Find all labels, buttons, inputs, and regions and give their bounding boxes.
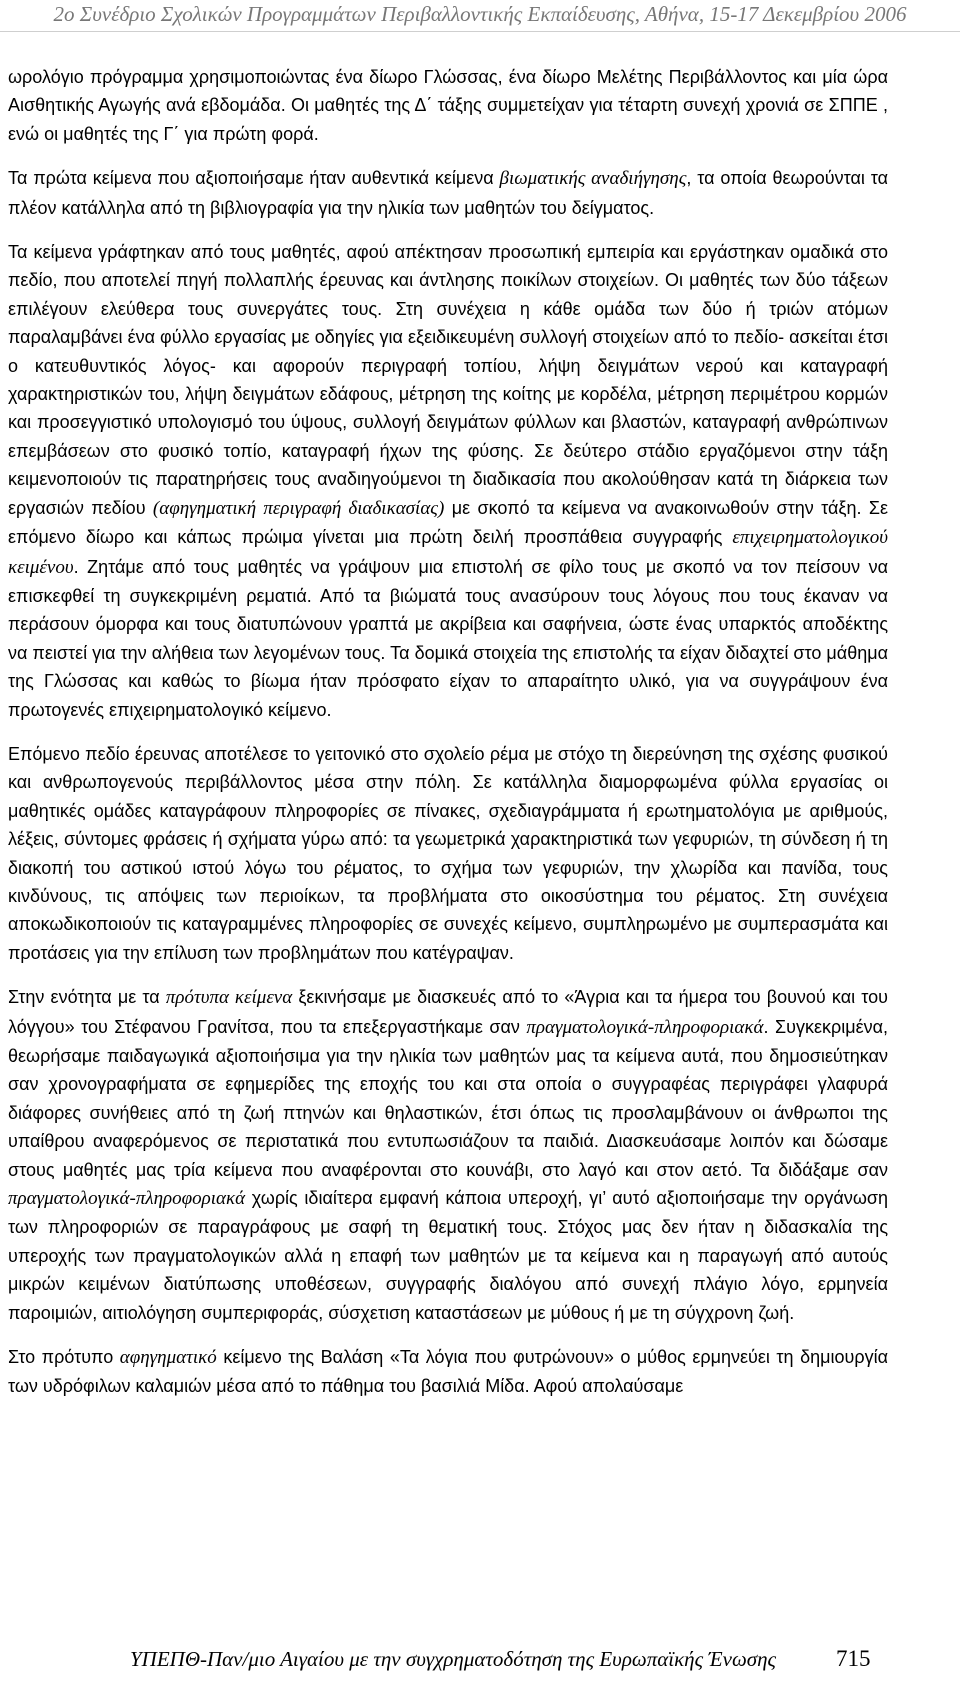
emphasis-text: πραγματολογικά-πληροφοριακά [8, 1188, 246, 1210]
page-number: 715 [836, 1646, 871, 1671]
page-footer [0, 1646, 960, 1676]
document-body [8, 63, 888, 1401]
paragraph-text: Τα κείμενα γράφτηκαν από τους μαθητές, αφού απέκτησαν προσωπική εμπειρία και εργάστηκαν ομαδικά στο πεδίο, που αποτελεί πηγή πολλαπλής έρευνας και άντλησης ποικίλων στοιχείων. Οι μαθητές των δύο τάξεων επιλέγουν ελεύθερα τους συνεργάτες τους. Στη συνέχεια η κάθε ομάδα των δύο ή τριών ατόμων παραλαμβάνει ένα φύλλο εργασίας με οδηγίες για εξειδικευμένη συλλογή στοιχείων από το πεδίο- ασκείται έτσι ο κατευθυντικός λόγος- και αφορούν περιγραφή τοπίου, λήψη δειγμάτων νερού και καταγραφή χαρακτηριστικών του, λήψη δειγμάτων εδάφους, μέτρηση της κοίτης με κορδέλα, μέτρηση περιμέτρου κορμών και προσεγγιστικό υπολογισμό του ύψους, συλλογή δειγμάτων φύλλων και βλαστών, καταγραφή ανθρώπινων επεμβάσεων στο φυσικό τοπίο, καταγραφή ήχων της φύσης. Σε δεύτερο στάδιο εργαζόμενοι στην τάξη κειμενοποιούν τις παρατηρήσεις τους αναδιηγούμενοι τη διαδικασία που ακολούθησαν κατά τη διάρκεια των εργασιών πεδίου [8, 242, 888, 518]
emphasis-text: αφηγηματικό [119, 1347, 217, 1369]
paragraph-text: . Ζητάμε από τους μαθητές να γράψουν μια επιστολή σε φίλο τους με σκοπό να τον πείσουν να επισκεφθεί τη συγκεκριμένη ρεματιά. Από τα βιώματά τους ανασύρουν τους λόγους που τους έκαναν να περάσουν όμορφα και τους διατυπώνουν γραπτά με ακρίβεια και σαφήνεια, ώστε ένας υπαρκτός αποδέκτης να πειστεί για την αλήθεια των λεγομένων τους. Τα δομικά στοιχεία της επιστολής τα είχαν διδαχτεί στο μάθημα της Γλώσσας και καθώς το βίωμα ήταν πρόσφατο είχαν το απαραίτητο υλικό, για να συγγράψουν ένα πρωτογενές επιχειρηματολογικό κείμενο. [8, 556, 888, 720]
emphasis-text: (αφηγηματική περιγραφή διαδικασίας) [152, 497, 445, 519]
paragraph-authentic-texts [8, 164, 888, 222]
running-header: 2ο Συνέδριο Σχολικών Προγραμμάτων Περιβαλλοντικής Εκπαίδευσης, Αθήνα, 15-17 Δεκεμβρίου 2006 [53, 2, 907, 26]
paragraph-text: ωρολόγιο πρόγραμμα χρησιμοποιώντας ένα δίωρο Γλώσσας, ένα δίωρο Μελέτης Περιβάλλοντος και μία ώρα Αισθητικής Αγωγής ανά εβδομάδα. Οι μαθητές της Δ΄ τάξης συμμετείχαν για τέταρτη συνεχή χρονιά σε ΣΠΠΕ , ενώ οι μαθητές της Γ΄ για πρώτη φορά. [8, 67, 888, 144]
paragraph-text: ξεκινήσαμε με διασκευές από το «Άγρια και τα ήμερα του βουνού και του λόγγου» του Στέφανου Γρανίτσα, που τα επεξεργαστήκαμε σαν [8, 987, 888, 1037]
paragraph-text: κείμενο της Βαλάση «Τα λόγια που φυτρώνουν» ο μύθος ερμηνεύει τη δημιουργία των υδρόφιλων καλαμιών μέσα από το πάθημα του βασιλιά Μίδα. Αφού απολαύσαμε [8, 1347, 888, 1397]
paragraph-text: Επόμενο πεδίο έρευνας αποτέλεσε το γειτονικό στο σχολείο ρέμα με στόχο τη διερεύνηση της σχέσης φυσικού και ανθρωπογενούς περιβάλλοντος μέσα στην πόλη. Σε κατάλληλα διαμορφωμένα φύλλα εργασίας οι μαθητικές ομάδες καταγράφουν πληροφορίες σε πίνακες, σχεδιαγράμματα ή ερωτηματολόγια με αριθμούς, λέξεις, σύντομες φράσεις ή σχήματα γύρω από: τα γεωμετρικά χαρακτηριστικά των γεφυριών, τη σύνδεση ή τη διακοπή του αστικού ιστού λόγω του ρέματος, το σχήμα των γεφυριών, την χλωρίδα και πανίδα, τους κινδύνους, τις απόψεις των περιοίκων, τα προβλήματα στο οικοσύστημα του ρέματος. Στη συνέχεια αποκωδικοποιούν τις καταγραμμένες πληροφορίες σε συνεχές κείμενο, συμπληρωμένο με συμπερασμάτα και προτάσεις για την επίλυση των προβλημάτων που κατέγραψαν. [8, 743, 888, 963]
emphasis-text: πραγματολογικά-πληροφοριακά [526, 1016, 764, 1038]
paragraph-model-texts [8, 983, 888, 1327]
paragraph-fieldwork [8, 238, 888, 724]
paragraph-text: . Συγκεκριμένα, θεωρήσαμε παιδαγωγικά αξιοποιήσιμα για την ηλικία των μαθητών μας τα κείμενα αυτά, που δημοσιεύτηκαν σαν χρονογραφήματα σε εφημερίδες της εποχής του και στα οποία ο συγγραφέας περιγράφει γλαφυρά διάφορες συνήθειες από τη ζωή πτηνών και θηλαστικών, έτσι όπως τις προσλαμβάνουν οι άνθρωποι της υπαίθρου αναφερόμενος σε περιστατικά που εντυπωσιάζουν τα παιδιά. Διασκευάσαμε λοιπόν και δώσαμε στους μαθητές μας τρία κείμενα που αναφέρονται στο κουνάβι, στο λαγό και στον αετό. Τα διδάξαμε σαν [8, 1016, 889, 1180]
paragraph-stream-research [8, 740, 888, 967]
paragraph-text: χωρίς ιδιαίτερα εμφανή κάποια υπεροχή, γι’ αυτό αξιοποιήσαμε την οργάνωση των πληροφοριών σε παραγράφους με σαφή τη θεματική τους. Στόχος μας δεν ήταν η διδασκαλία της υπεροχής των πραγματολογικών αλλά η επαφή των μαθητών με τα κείμενα και η παραγωγή από αυτούς μικρών κειμένων διατύπωσης υποθέσεων, συγγραφής διαλόγου από συνεχή πλάγιο λόγο, ερμηνεία παροιμιών, αιτιολόγηση συμπεριφοράς, σύσχετιση καταστάσεων με μύθους ή με τη σύγχρονη ζωή. [8, 1188, 888, 1323]
paragraph-text: Στην ενότητα με τα [8, 987, 166, 1008]
paragraph-narrative-text [8, 1343, 888, 1401]
paragraph-text: Τα πρώτα κείμενα που αξιοποιήσαμε ήταν αυθεντικά κείμενα [8, 168, 500, 189]
paragraph-text: Στο πρότυπο [8, 1347, 120, 1368]
paragraph-schedule [8, 63, 888, 148]
emphasis-text: επιχειρηματολογικού κειμένου [8, 527, 888, 578]
emphasis-text: πρότυπα κείμενα [165, 987, 293, 1009]
paragraph-text: , τα οποία θεωρούνται τα πλέον κατάλληλα από τη βιβλιογραφία για την ηλικία των μαθητών του δείγματος. [8, 168, 888, 218]
footer-text: ΥΠΕΠΘ-Παν/μιο Αιγαίου με την συγχρηματοδότηση της Ευρωπαϊκής Ένωσης [130, 1647, 777, 1671]
header-divider [0, 31, 960, 32]
emphasis-text: βιωματικής αναδιήγησης [499, 168, 687, 190]
paragraph-text: με σκοπό τα κείμενα να ανακοινωθούν στην τάξη. Σε επόμενο δίωρο και κάπως πρώιμα γίνεται μια πρώτη δειλή προσπάθεια συγγραφής [8, 497, 888, 548]
